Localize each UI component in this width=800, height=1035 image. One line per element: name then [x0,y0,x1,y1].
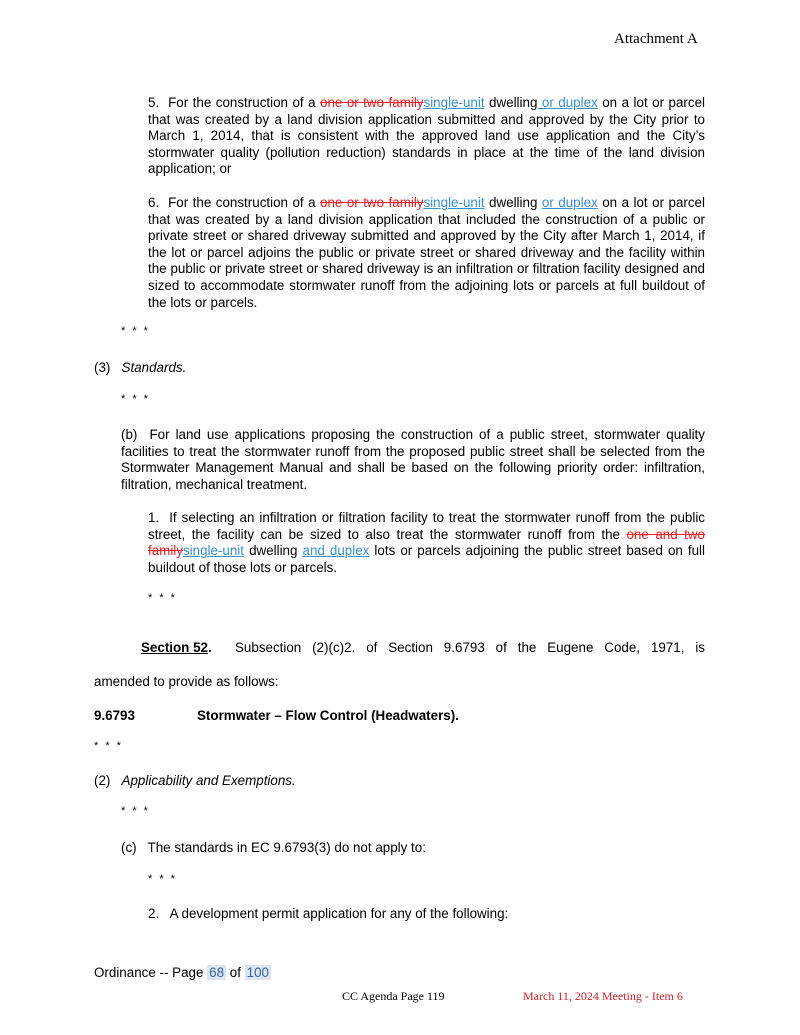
paragraph-text: For land use applications proposing the construction of a public street, stormwater quality facilities to treat the stormwater runoff from the proposed public street shall be selected from the Stormwater Management Manual and shall be based on the following priority order: infiltration, filtration, mechanical treatment. [121,427,705,492]
attachment-label: Attachment A [614,31,698,47]
paragraph-2 [148,906,508,921]
section-period: . [207,640,212,655]
omission-marker: * * * [121,805,150,817]
paragraph-text: If selecting an infiltration or filtration facility to treat the stormwater runoff from the public street, the facility can be sized to also treat the stormwater runoff from the [148,510,705,542]
paragraph-text: dwelling [244,543,303,559]
section-label: Section 52 [141,640,208,655]
meeting-item: March 11, 2024 Meeting - Item 6 [523,989,683,1003]
paragraph-text: For the construction of a [168,95,321,110]
page-number: 68 [209,965,225,980]
agenda-page: CC Agenda Page 119 [342,989,445,1003]
paragraph-text: A development permit application for any of the following: [169,906,509,921]
page-of: of [226,965,245,980]
page-total: 100 [246,965,269,980]
paragraph-text: dwelling [484,195,542,210]
item-number: 6. [148,195,160,210]
section-text: Subsection (2)(c)2. of Section 9.6793 of the Eugene Code, 1971, is [235,640,705,655]
ordinance-label: Ordinance -- Page [94,965,208,980]
paragraph-text: on a lot or parcel that was created by a land division application that included the construction of a public or private street or shared driveway submitted and approved by the City after March 1, 2014, if the lot or parcel adjoins the public or private street or shared driveway and the facility within the public or private street or shared driveway is an infiltration or filtration facility designed and sized to accommodate stormwater runoff from the adjoining lots or parcels at full buildout of the lots or parcels. [148,195,705,310]
standards-heading [94,360,186,375]
item-number: (c) [121,840,137,855]
paragraph-text: lots or parcels adjoining the public street based on full buildout of those lots or parcels. [148,543,706,575]
omission-marker: * * * [94,740,123,752]
section-continuation: amended to provide as follows: [94,674,279,689]
paragraph-text: on a lot or parcel that was created by a land division application submitted and approved by the City prior to March 1, 2014, that is consistent with the approved land use application and the City’s stormwater quality (pollution reduction) standards in place at the time of the land division application; or [148,95,705,177]
paragraph-5 [148,95,705,178]
inserted-text: single-unit [423,195,485,210]
code-heading [94,708,459,723]
inserted-text: single-unit [423,95,485,110]
omission-marker: * * * [121,325,150,337]
inserted-text: single-unit [182,543,245,559]
deleted-text: one and two family [148,526,705,559]
deleted-text: one or two family [320,195,424,210]
item-number: 1. [148,510,160,525]
inserted-text: and duplex [302,543,370,559]
paragraph-c [121,840,426,855]
inserted-text: or duplex [541,195,598,210]
deleted-text: one or two family [320,95,424,110]
omission-marker: * * * [121,393,150,405]
code-number: 9.6793 [94,708,135,723]
section-intro [141,640,705,655]
code-title: Stormwater – Flow Control (Headwaters). [197,708,459,723]
paragraph-b [121,427,705,493]
standards-number: (3) [94,360,111,375]
omission-marker: * * * [148,592,177,604]
item-number: 5. [148,95,160,110]
paragraph-text: For the construction of a [168,195,321,210]
applicability-label: Applicability and Exemptions. [121,773,296,788]
item-number: (b) [121,427,138,442]
ordinance-page-footer [94,965,271,980]
standards-label: Standards. [121,360,187,375]
paragraph-6 [148,195,705,311]
paragraph-b-1 [148,510,705,576]
item-number: 2. [148,906,160,921]
omission-marker: * * * [148,873,177,885]
applicability-heading [94,773,296,788]
paragraph-text: dwelling [484,95,538,110]
paragraph-text: The standards in EC 9.6793(3) do not apply to: [147,840,426,855]
applicability-number: (2) [94,773,111,788]
inserted-text: or duplex [537,95,598,110]
